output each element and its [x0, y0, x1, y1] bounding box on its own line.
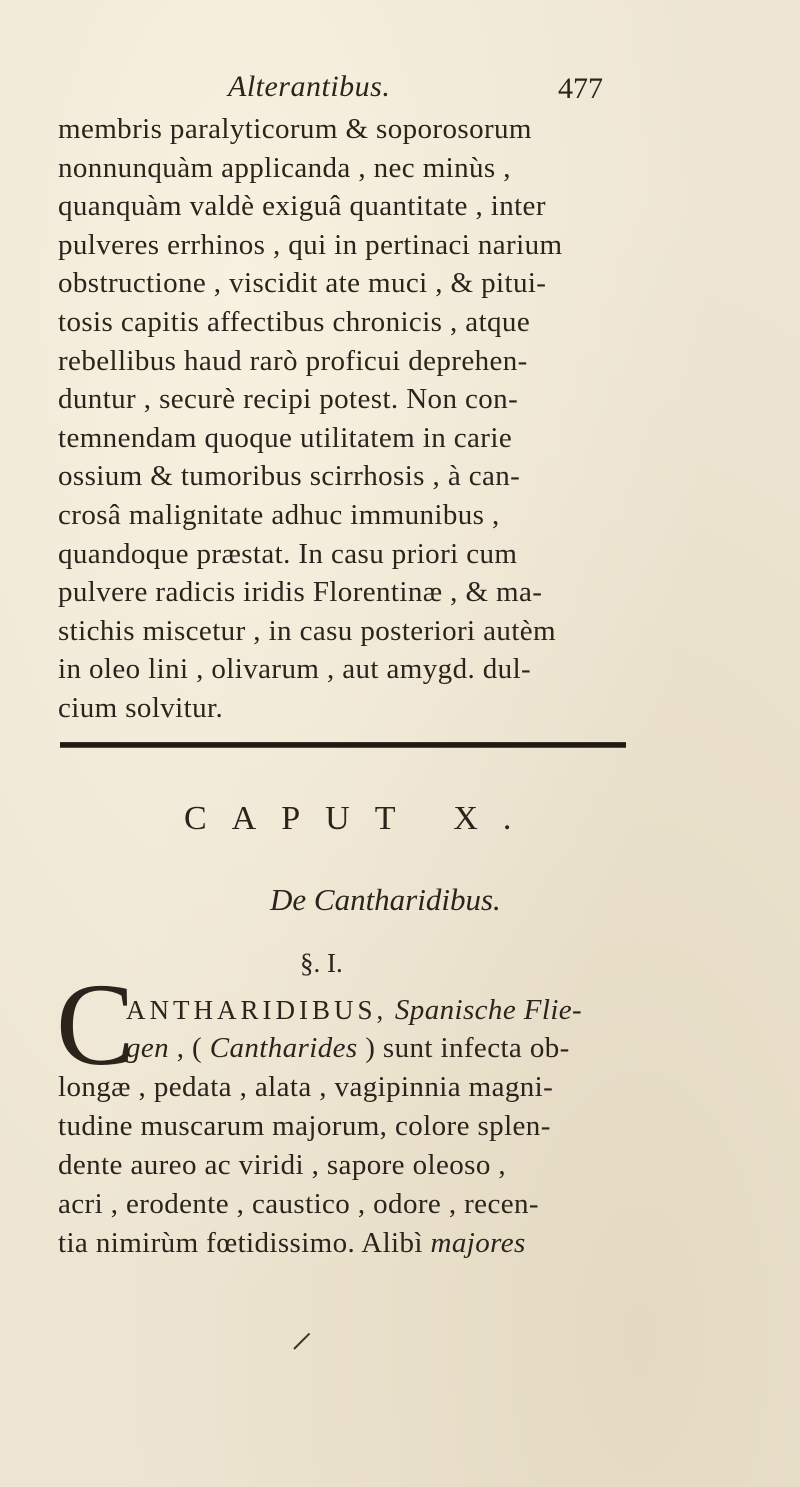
vernacular-name: Spanische Flie- — [394, 994, 583, 1026]
text-line: quanquàm valdè exiguâ quantitate , inter — [58, 190, 546, 223]
text-line: duntur , securè recipi potest. Non con- — [58, 383, 519, 416]
paragraph-line-1 — [126, 994, 582, 1027]
text-line: obstructione , viscidit ate muci , & pitui- — [58, 267, 547, 300]
text-line: pulveres errhinos , qui in pertinaci narium — [58, 228, 563, 261]
paragraph-line-2 — [126, 1032, 570, 1065]
text-line: crosâ malignitate adhuc immunibus , — [58, 498, 500, 531]
text-line: quandoque præstat. In casu priori cum — [58, 537, 518, 570]
text-line: ossium & tumoribus scirrhosis , à can- — [58, 460, 521, 493]
line-tail: ) sunt infecta ob- — [357, 1032, 570, 1064]
page-number: 477 — [558, 72, 603, 105]
page-header — [0, 70, 800, 110]
drop-cap: C — [56, 959, 135, 1090]
text-line: membris paralyticorum & soporosorum — [58, 113, 532, 145]
chapter-title: CAPUT X. — [184, 800, 537, 837]
ornamental-rule — [60, 742, 626, 747]
punctuation: , ( — [169, 1032, 210, 1064]
text-line: pulvere radicis iridis Florentinæ , & ma- — [58, 576, 543, 609]
text-line: tosis capitis affectibus chronicis , atque — [58, 305, 531, 338]
vernacular-name-end: gen — [126, 1032, 170, 1064]
text-line: in oleo lini , olivarum , aut amygd. dul- — [58, 653, 532, 686]
latin-name: Cantharides — [209, 1032, 358, 1064]
text-line: nonnunquàm applicanda , nec minùs , — [58, 151, 511, 184]
body-text — [58, 110, 638, 728]
smallcaps-word: ANTHARIDIBUS, — [126, 995, 388, 1025]
catchword: majores — [430, 1227, 526, 1259]
text-line: stichis miscetur , in casu posteriori autèm — [58, 614, 557, 647]
text-line: rebellibus haud rarò proficui deprehen- — [58, 344, 528, 377]
paragraph-line: acri , erodente , caustico , odore , recen- — [58, 1188, 539, 1220]
section-number: §. I. — [300, 948, 343, 978]
text-line: cium solvitur. — [58, 691, 224, 724]
paragraph-line: longæ , pedata , alata , vagipinnia magni- — [58, 1071, 554, 1103]
chapter-subtitle: De Cantharidibus. — [270, 882, 501, 917]
paragraph-line: tudine muscarum majorum, colore splen- — [58, 1110, 551, 1142]
running-head: Alterantibus. — [228, 70, 391, 103]
line-text: tia nimirùm fœtidissimo. Alibì — [58, 1227, 431, 1259]
text-line: temnendam quoque utilitatem in carie — [58, 421, 513, 454]
paragraph-line-last — [58, 1227, 526, 1260]
paragraph-line: dente aureo ac viridi , sapore oleoso , — [58, 1149, 507, 1181]
